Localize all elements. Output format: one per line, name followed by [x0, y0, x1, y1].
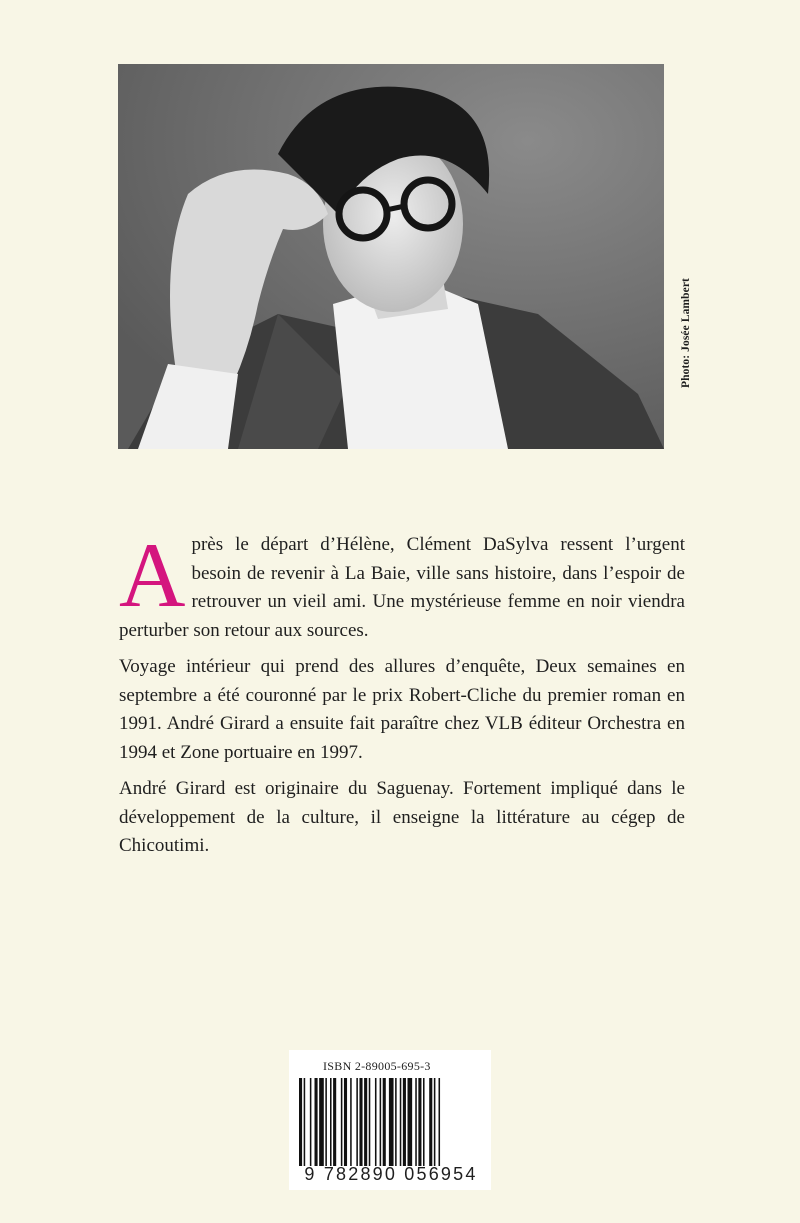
- photo-credit: Photo: Josée Lambert: [680, 278, 692, 388]
- drop-cap-letter: A: [119, 524, 186, 626]
- blurb-paragraph-1-text: près le départ d’Hélène, Clément DaSylva ressent l’urgent besoin de revenir à La Baie, ville sans histoire, dans l’espoir de retrouver un vieil ami. Une mystérieuse femme en noir viendra perturber son retour aux sources.: [119, 534, 685, 641]
- author-portrait-image: [118, 64, 664, 449]
- barcode-digits: 9 782890 056954: [304, 1164, 478, 1184]
- isbn-label: ISBN 2-89005-695-3: [323, 1059, 431, 1073]
- blurb-paragraph-1: [119, 524, 685, 645]
- blurb-paragraph-2: Voyage intérieur qui prend des allures d’enquête, Deux semaines en septembre a été couronné par le prix Robert-Cliche du premier roman en 1991. André Girard a ensuite fait paraître chez VLB éditeur Orchestra en 1994 et Zone portuaire en 1997.: [119, 656, 685, 763]
- barcode-bars: [299, 1078, 481, 1166]
- author-bio-paragraph: André Girard est originaire du Saguenay. Fortement impliqué dans le développement de la culture, il enseigne la littérature au cégep de Chicoutimi.: [119, 778, 685, 857]
- isbn-barcode: [289, 1050, 491, 1190]
- author-photo: [118, 64, 664, 449]
